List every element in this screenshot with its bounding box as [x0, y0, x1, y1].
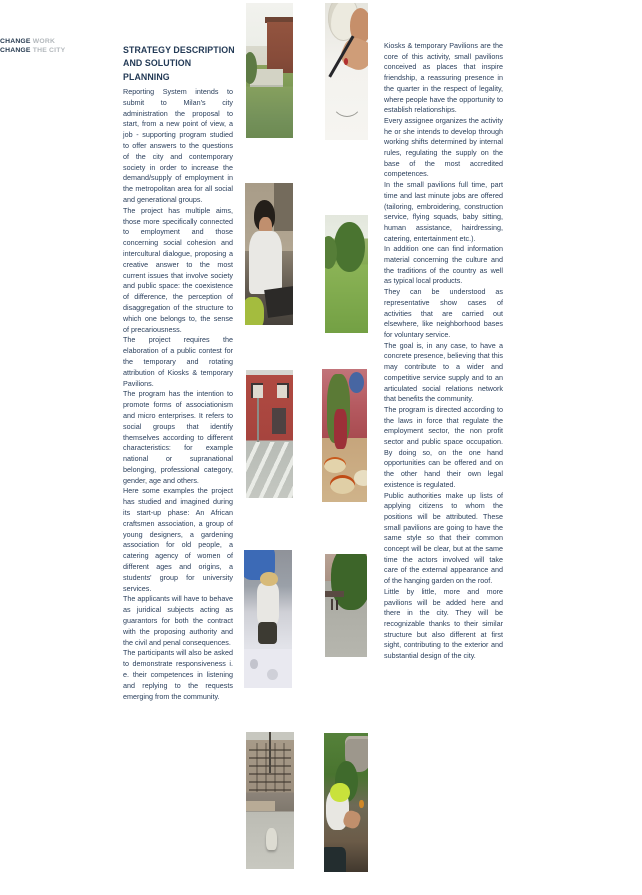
- right-text-column: [384, 41, 503, 662]
- awning-shape: [325, 591, 344, 597]
- blue-headwrap-shape: [349, 372, 364, 393]
- photo-lawn-courtyard: [246, 3, 293, 138]
- red-nail-shape: [344, 58, 348, 65]
- paragraph: The program has the intention to promote forms of associationism and micro enterprises. It refers to social groups that identify themselves according to different characteristics: for example national or supranational belonging, professional category, gender, age and others.: [123, 389, 233, 485]
- pole-shape: [269, 732, 271, 773]
- shirt-shape: [257, 583, 278, 624]
- shorts-shape: [258, 622, 276, 644]
- paragraph: The program is directed according to the laws in force that regulate the employment sector, the non profit sector and public space occupation. By doing so, on the one hand opportunities can be offered and on the other hand their own legal existence is regulated.: [384, 404, 503, 489]
- straw-hat-shape: [260, 572, 277, 586]
- lamp-post-shape: [257, 398, 259, 442]
- green-hat-shape: [330, 783, 349, 802]
- spice-bowl-shape: [330, 475, 355, 494]
- pedestrian-shape: [336, 600, 338, 609]
- pavement-stripes-shape: [246, 442, 293, 498]
- photo-hand-drawing: [325, 3, 368, 140]
- logo-line-1: CHANGE WORK: [0, 38, 56, 45]
- door-shape: [272, 408, 286, 434]
- paragraph: In the small pavilions full time, part time and last minute jobs are offered (tailoring, embroidering, construction service, flying squads, baby sitting, human assistance, hairdressing, catering, entertainment etc.).: [384, 180, 503, 243]
- brick-building-shape: [267, 22, 293, 73]
- flower-shape: [359, 800, 363, 808]
- dish-shape: [250, 659, 259, 669]
- paragraph: The participants will also be asked to demonstrate responsiveness i. e. their competences in listening and replying to the requests emerging from the community.: [123, 648, 233, 701]
- shirt-shape: [249, 231, 283, 293]
- photo-man-working-desk: [245, 183, 293, 325]
- photo-gardening: [324, 733, 368, 872]
- paragraph: They can be understood as representative show cases of activities that are carried out elsewhere, like neighborhood bases for voluntary service.: [384, 287, 503, 339]
- green-pouch-shape: [245, 297, 264, 325]
- paragraph: Kiosks & temporary Pavilions are the core of this activity, small pavilions conceived as places that inspire friendship, a reassuring presence in the quarter in the respect of legality, where people have the opportunity to establish relationships.: [384, 41, 503, 115]
- pedestrian-shape: [331, 599, 334, 609]
- paragraph: The project has multiple aims, those more specifically connected to employment and those concerning social cohesion and intercultural dialogue, proposing a creative answer to the most current issues that involve society and public space: the coexistence of difference, the perception of disaggregation of the structure to which one belongs to, the sense of precariousness.: [123, 205, 233, 334]
- photo-market-table: [244, 550, 292, 688]
- red-dress-shape: [334, 409, 348, 449]
- stone-bollard-shape: [266, 828, 277, 850]
- paragraph: Little by little, more and more pavilions will be added here and there in the city. They will be recognizable thanks to their similar structure but also different at first sight, contributing to the exterior and substantial design of the city.: [384, 586, 503, 661]
- spice-bowl-shape: [354, 470, 368, 486]
- dish-shape: [267, 669, 278, 680]
- paragraph: Reporting System intends to submit to Milan's city administration the proposal to start, from a new point of view, a job - supporting program studied to offer answers to the questions of the city and contemporary society in order to increase the demand/supply of employment in the metropolitan area for all social and generational groups.: [123, 87, 233, 204]
- window-shape: [277, 383, 289, 398]
- paragraph: Every assignee organizes the activity he or she intends to develop through working shifts determined by internal rules, regulating the supply on the base of the most accredited competences.: [384, 115, 503, 179]
- paragraph: The goal is, in any case, to have a concrete presence, believing that this may contribute to a wider and competitive service supply and to an articulated social relations network that benefits the community.: [384, 340, 503, 404]
- spice-bowl-shape: [324, 457, 347, 473]
- logo-line-2: CHANGE THE CITY: [0, 46, 66, 54]
- window-shape: [251, 383, 263, 398]
- photo-street-cooking: [322, 369, 367, 502]
- photo-park-trees: [325, 215, 368, 333]
- page-title-line: AND SOLUTION: [123, 58, 192, 69]
- logo: [0, 38, 65, 55]
- paragraph: The applicants will have to behave as juridical subjects acting as guarantors for both the contract with the proposing authority and the civil and penal consequences.: [123, 594, 233, 647]
- paragraph: Here some examples the project has studied and imagined during its start-up phase: An African craftsmen association, a group of young designers, a gardening association for old people, a catering agency of women of different ages and origins, a students' group for university services.: [123, 486, 233, 593]
- page-title-line: STRATEGY DESCRIPTION: [123, 45, 235, 55]
- shelf-shape: [274, 183, 293, 231]
- drawn-line-shape: [331, 82, 363, 117]
- paragraph: The project requires the elaboration of a public contest for the temporary and rotating attribution of Kiosks & temporary Pavilions.: [123, 335, 233, 388]
- dark-object-shape: [324, 847, 346, 872]
- tablecloth-shape: [244, 649, 292, 688]
- photo-city-street: [246, 732, 294, 869]
- photo-square-tree: [325, 554, 367, 657]
- paragraph: In addition one can find information material concerning the culture and the traditions of the country as well as typical local products.: [384, 244, 503, 286]
- page-title: [123, 44, 235, 84]
- paragraph: Public authorities make up lists of applying citizens to whom the positions will be attributed. These small pavilions are going to have the same style so that their common concept will be clear, but at the same time the actors involved will take care of the external appearance and of the hanging garden on the roof.: [384, 490, 503, 586]
- graffiti-strip-shape: [246, 801, 275, 812]
- laptop-shape: [264, 286, 293, 318]
- page-title-line: PLANNING: [123, 71, 170, 82]
- photo-red-building: [246, 370, 293, 498]
- tree-shape: [334, 222, 364, 272]
- left-text-column: [123, 87, 233, 702]
